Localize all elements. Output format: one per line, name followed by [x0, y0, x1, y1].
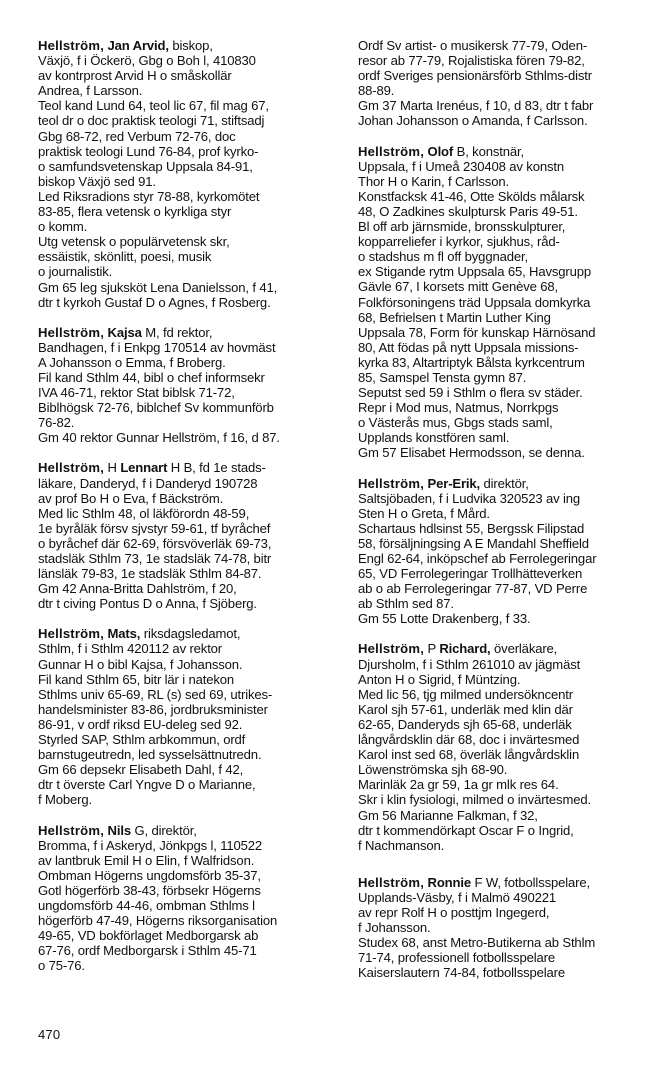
entry-text-line: Fil kand Sthlm 65, bitr lär i natekon [38, 671, 235, 687]
entry-text-line: Gm 66 depsekr Elisabeth Dahl, f 42, [38, 762, 244, 778]
entry-text-line: 68, Befrielsen t Martin Luther King [358, 309, 551, 325]
entry-given-name: Lennart [120, 460, 168, 476]
biography-entry [38, 38, 338, 310]
entry-text-line: Gm 37 Marta Irenéus, f 10, d 83, dtr t fabr [358, 98, 594, 114]
entry-heading [38, 38, 338, 53]
entry-heading-text: överläkare, [490, 641, 558, 657]
entry-text-line: Karol inst sed 68, överläk långvårdsklin [358, 747, 580, 763]
entry-heading-text: H B, fd 1e stads- [167, 460, 266, 476]
entry-given-name: Mats, [107, 626, 141, 642]
entry-text-line: Kaiserslautern 74-84, fotbollsspelare [358, 965, 565, 981]
entry-text-line: o 75-76. [38, 958, 85, 974]
entry-heading-text: H [104, 460, 121, 476]
entry-text-line: 67-76, ordf Medborgarsk i Sthlm 45-71 [38, 943, 257, 959]
entry-text-line: o stadshus m fl off byggnader, [358, 249, 528, 265]
entry-text-line: Studex 68, anst Metro-Butikerna ab Sthlm [358, 935, 596, 951]
entry-text-line: Djursholm, f i Sthlm 261010 av jägmäst [358, 656, 581, 672]
entry-text-line: o samfundsvetenskap Uppsala 84-91, [38, 158, 253, 174]
entry-text-line: praktisk teologi Lund 76-84, prof kyrko- [38, 143, 259, 159]
entry-text-line: Repr i Mod mus, Natmus, Norrkpgs [358, 400, 559, 416]
entry-text-line: f Moberg. [38, 792, 92, 808]
entry-text-line: Gm 40 rektor Gunnar Hellström, f 16, d 87. [38, 430, 280, 446]
entry-text-line: dtr t överste Carl Yngve D o Marianne, [38, 777, 256, 793]
entry-heading [38, 823, 338, 838]
entry-text-line: Med lic Sthlm 48, ol läkförordn 48-59, [38, 505, 250, 521]
biography-entry [38, 325, 338, 446]
entry-surname: Hellström, [358, 641, 425, 657]
entry-text-line: av lantbruk Emil H o Elin, f Walfridson. [38, 852, 255, 868]
biography-entry [38, 823, 338, 974]
entry-text-line: f Nachmanson. [358, 837, 445, 853]
biography-entry [358, 476, 654, 627]
entry-text-line: Gm 65 leg sjuksköt Lena Danielsson, f 41, [38, 279, 278, 295]
entry-text-line: Ordf Sv artist- o musikersk 77-79, Oden- [358, 38, 588, 53]
entry-text-line: Uppsala 78, Form för kunskap Härnösand [358, 324, 596, 340]
entry-text-line: dtr t kyrkoh Gustaf D o Agnes, f Rosberg. [38, 294, 271, 310]
entry-text-line: ab o ab Ferrolegeringar 77-87, VD Perre [358, 581, 588, 597]
entry-text-line: Anton H o Sigrid, f Müntzing. [358, 671, 521, 687]
entry-text-line: Marinläk 2a gr 59, 1a gr mlk res 64. [358, 777, 559, 793]
entry-text-line: Gm 56 Marianne Falkman, f 32, [358, 807, 538, 823]
entry-surname: Hellström, [358, 143, 425, 159]
biography-entry [358, 38, 654, 129]
entry-heading [358, 641, 654, 656]
entry-text-line: 65, VD Ferrolegeringar Trollhätteverken [358, 566, 583, 582]
entry-text-line: 80, Att födas på nytt Uppsala missions- [358, 339, 579, 355]
entry-heading [38, 626, 338, 641]
biography-entry [358, 875, 654, 981]
entry-text-line: Styrled SAP, Sthlm arbkommun, ordf [38, 732, 246, 748]
entry-text-line: o byråchef där 62-69, försvöverläk 69-73, [38, 535, 272, 551]
entry-text-line: av repr Rolf H o posttjm Ingegerd, [358, 904, 550, 920]
entry-surname: Hellström, [38, 460, 105, 476]
entry-text-line: essäistik, skönlitt, poesi, musik [38, 249, 212, 265]
entry-heading-text: riksdagsledamot, [140, 626, 241, 642]
entry-heading-text: direktör, [480, 475, 529, 491]
entry-given-name: Richard, [439, 641, 491, 657]
entry-text-line: långvårdsklin där 68, doc i invärtesmed [358, 732, 580, 748]
entry-text-line: stadsläk Sthlm 73, 1e stadsläk 74-78, bitr [38, 551, 272, 566]
entry-heading [358, 476, 654, 491]
entry-heading-text: B, konstnär, [453, 143, 524, 159]
entry-text-line: Skr i klin fysiologi, milmed o invärtesmed. [358, 792, 591, 808]
entry-text-line: dtr t civing Pontus D o Anna, f Sjöberg. [38, 596, 257, 612]
entry-text-line: Gm 55 Lotte Drakenberg, f 33. [358, 611, 531, 627]
entry-text-line: 76-82. [38, 415, 75, 431]
entry-text-line: 88-89. [358, 83, 395, 99]
entry-text-line: Saltsjöbaden, f i Ludvika 320523 av ing [358, 490, 580, 506]
entry-text-line: av kontrprost Arvid H o småskollär [38, 68, 232, 84]
entry-text-line: kyrka 83, Altartriptyk Bålsta kyrkcentrum [358, 354, 585, 370]
entry-surname: Hellström, [38, 324, 105, 340]
entry-text-line: läkare, Danderyd, f i Danderyd 190728 [38, 475, 258, 491]
entry-text-line: högerförb 47-49, Högerns riksorganisation [38, 913, 278, 929]
entry-text-line: 85, Samspel Tensta gymn 87. [358, 369, 527, 385]
entry-heading [358, 144, 654, 159]
entry-heading [358, 875, 654, 890]
entry-text-line: Gunnar H o bibl Kajsa, f Johansson. [38, 656, 243, 672]
entry-text-line: Gbg 68-72, red Verbum 72-76, doc [38, 128, 236, 144]
entry-text-line: Gävle 67, I korsets mitt Genève 68, [358, 279, 558, 295]
biography-entry [358, 641, 654, 852]
entry-text-line: handelsminister 83-86, jordbruksminister [38, 701, 268, 717]
entry-text-line: ordf Sveriges pensionärsförb Sthlms-distr [358, 68, 593, 84]
entry-text-line: Konstfacksk 41-46, Otte Skölds målarsk [358, 188, 585, 204]
entry-text-line: Ombman Högerns ungdomsförb 35-37, [38, 867, 261, 883]
entry-text-line: ex Stigande rytm Uppsala 65, Havsgrupp [358, 264, 592, 280]
entry-given-name: Olof [427, 143, 454, 159]
entry-text-line: Gm 57 Elisabet Hermodsson, se denna. [358, 445, 585, 461]
entry-text-line: Sthlms univ 65-69, RL (s) sed 69, utrikes- [38, 686, 273, 702]
entry-text-line: ab Sthlm sed 87. [358, 596, 454, 612]
entry-text-line: Andrea, f Larsson. [38, 83, 143, 99]
entry-text-line: Uppsala, f i Umeå 230408 av konstn [358, 158, 564, 174]
right-column [358, 38, 654, 995]
entry-text-line: f Johansson. [358, 920, 431, 936]
entry-text-line: av prof Bo H o Eva, f Bäckström. [38, 490, 224, 506]
entry-text-line: 48, O Zadkines skulptursk Paris 49-51. [358, 203, 578, 219]
entry-text-line: IVA 46-71, rektor Stat biblsk 71-72, [38, 385, 235, 401]
entry-text-line: dtr t kommendörkapt Oscar F o Ingrid, [358, 822, 574, 838]
entry-text-line: A Johansson o Emma, f Broberg. [38, 354, 226, 370]
entry-text-line: Engl 62-64, inköpschef ab Ferrolegeringar [358, 551, 597, 566]
entry-text-line: Sthlm, f i Sthlm 420112 av rektor [38, 641, 223, 657]
entry-text-line: resor ab 77-79, Rojalistiska fören 79-82, [358, 53, 585, 69]
entry-text-line: o komm. [38, 219, 88, 235]
page-number: 470 [38, 1027, 61, 1042]
entry-heading-text: F W, fotbollsspelare, [471, 874, 590, 890]
entry-text-line: Bl off arb järnsmide, bronsskulpturer, [358, 219, 566, 235]
entry-heading-text: biskop, [168, 38, 213, 53]
entry-text-line: 83-85, flera vetensk o kyrkliga styr [38, 204, 232, 220]
biography-entry [38, 626, 338, 807]
entry-text-line: Led Riksradions styr 78-88, kyrkomötet [38, 188, 260, 204]
entry-heading-text: P [424, 641, 440, 657]
entry-heading-text: G, direktör, [130, 822, 197, 838]
entry-given-name: Per-Erik, [427, 475, 481, 491]
entry-text-line: Teol kand Lund 64, teol lic 67, fil mag 67, [38, 98, 269, 114]
entry-text-line: 49-65, VD bokförlaget Medborgarsk ab [38, 928, 259, 944]
entry-text-line: kopparreliefer i kyrkor, sjukhus, råd- [358, 234, 560, 250]
entry-heading [38, 325, 338, 340]
entry-surname: Hellström, [38, 38, 105, 53]
entry-heading-text: M, fd rektor, [141, 324, 213, 340]
entry-text-line: Löwenströmska sjh 68-90. [358, 762, 508, 778]
entry-text-line: 86-91, v ordf riksd EU-deleg sed 92. [38, 716, 243, 732]
entry-text-line: Bandhagen, f i Enkpg 170514 av hovmäst [38, 339, 276, 355]
entry-text-line: Gotl högerförb 38-43, förbsekr Högerns [38, 882, 261, 898]
entry-text-line: länsläk 79-83, 1e stadsläk Sthlm 84-87. [38, 566, 262, 582]
entry-text-line: Seputst sed 59 i Sthlm o flera sv städer. [358, 385, 583, 401]
entry-text-line: Med lic 56, tjg milmed undersökncentr [358, 686, 573, 702]
entry-text-line: biskop Växjö sed 91. [38, 173, 156, 189]
entry-text-line: 71-74, professionell fotbollsspelare [358, 950, 555, 966]
entry-surname: Hellström, [358, 475, 425, 491]
entry-text-line: barnstugeutredn, led sysselsättnutredn. [38, 747, 262, 763]
entry-given-name: Ronnie [427, 874, 472, 890]
entry-text-line: Karol sjh 57-61, underläk med klin där [358, 701, 573, 717]
left-column [38, 38, 338, 988]
biography-entry [358, 144, 654, 461]
entry-surname: Hellström, [38, 822, 105, 838]
entry-surname: Hellström, [38, 626, 105, 642]
entry-text-line: Växjö, f i Öckerö, Gbg o Boh l, 410830 [38, 53, 256, 69]
entry-text-line: Utg vetensk o populärvetensk skr, [38, 234, 230, 250]
entry-text-line: Gm 42 Anna-Britta Dahlström, f 20, [38, 581, 237, 597]
entry-text-line: Johan Johansson o Amanda, f Carlsson. [358, 113, 588, 129]
entry-given-name: Nils [107, 822, 131, 838]
entry-text-line: Upplands konstfören saml. [358, 430, 510, 446]
entry-text-line: Schartaus hdlsinst 55, Bergssk Filipstad [358, 520, 585, 536]
entry-text-line: teol dr o doc praktisk teologi 71, stiftsadj [38, 113, 265, 129]
entry-given-name: Kajsa [107, 324, 142, 340]
entry-text-line: 1e byråläk försv sjvstyr 59-61, tf byråchef [38, 520, 271, 536]
entry-text-line: ungdomsförb 44-46, ombman Sthlms l [38, 897, 255, 913]
entry-text-line: Thor H o Karin, f Carlsson. [358, 173, 509, 189]
entry-given-name: Jan Arvid, [107, 38, 169, 53]
biography-entry [38, 460, 338, 611]
entry-text-line: Folkförsoningens träd Uppsala domkyrka [358, 294, 591, 310]
entry-text-line: 58, försäljningsing A E Mandahl Sheffield [358, 535, 589, 551]
entry-text-line: Upplands-Väsby, f i Malmö 490221 [358, 889, 557, 905]
entry-text-line: Biblhögsk 72-76, biblchef Sv kommunförb [38, 400, 274, 416]
entry-heading [38, 460, 338, 475]
entry-text-line: Fil kand Sthlm 44, bibl o chef informsekr [38, 369, 265, 385]
entry-text-line: o journalistik. [38, 264, 113, 280]
entry-text-line: o Västerås mus, Gbgs stads saml, [358, 415, 553, 431]
entry-text-line: Sten H o Greta, f Mård. [358, 505, 490, 521]
entry-text-line: Bromma, f i Askeryd, Jönkpgs l, 110522 [38, 837, 263, 853]
entry-text-line: 62-65, Danderyds sjh 65-68, underläk [358, 716, 572, 732]
entry-surname: Hellström, [358, 874, 425, 890]
